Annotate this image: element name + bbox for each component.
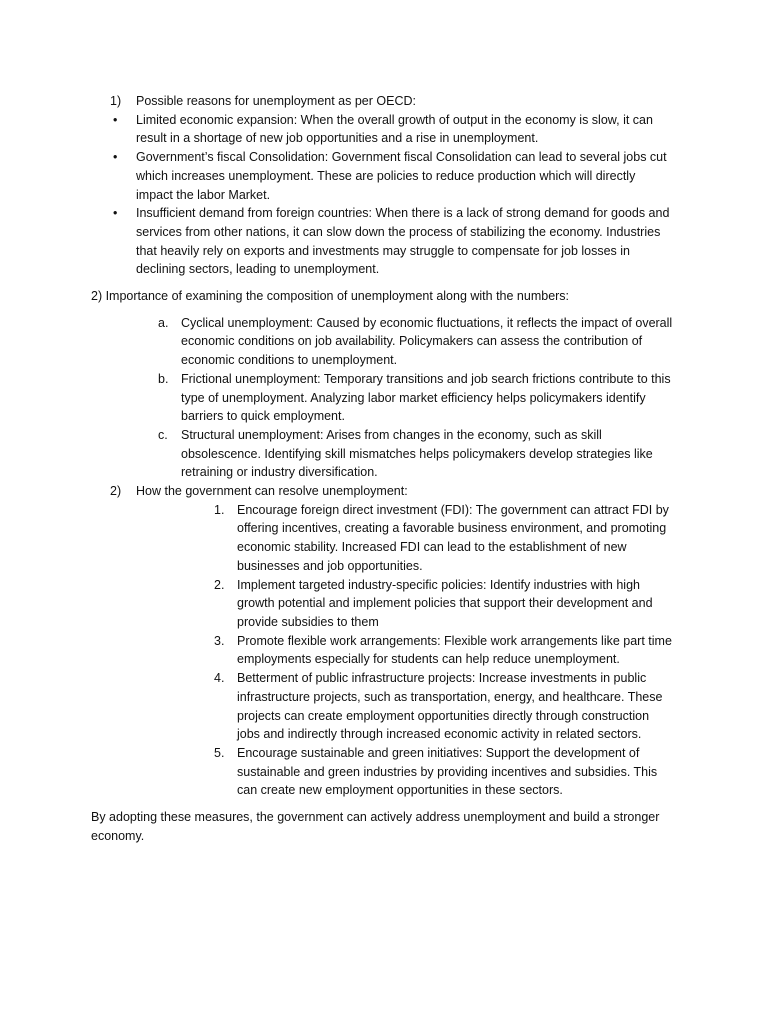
list-item	[158, 370, 676, 426]
alpha-marker: b.	[158, 371, 169, 386]
government-measures-list	[214, 501, 674, 800]
list-item-text: Frictional unemployment: Temporary transitions and job search frictions contribute to this type of unemployment. Analyzing labor market efficiency helps policymakers identify barriers to quick employment.	[181, 371, 671, 424]
number-marker: 2.	[214, 577, 225, 592]
number-marker: 5.	[214, 745, 225, 760]
section-2-heading	[91, 287, 691, 306]
list-item	[214, 632, 674, 669]
list-item	[158, 314, 676, 370]
list-item-text: Implement targeted industry-specific policies: Identify industries with high growth potential and implement policies that support their development and provide subsidies to them	[237, 577, 653, 629]
list-item	[214, 576, 674, 632]
list-item	[214, 669, 674, 744]
list-item	[158, 426, 676, 482]
list-item-text: Limited economic expansion: When the overall growth of output in the economy is slow, it can result in a shortage of new job opportunities and a rise in unemployment.	[136, 112, 653, 146]
number-marker: 3.	[214, 633, 225, 648]
section-1-heading	[110, 92, 768, 111]
conclusion-paragraph	[91, 808, 681, 845]
list-item-text: Cyclical unemployment: Caused by economic fluctuations, it reflects the impact of overall economic conditions on job availability. Policymakers can assess the contribution of economic conditions to unemployment.	[181, 315, 673, 368]
list-item-text: Insufficient demand from foreign countries: When there is a lack of strong demand for goods and services from other nations, it can slow down the process of stabilizing the economy. Industries that heavily rely on exports and investments may struggle to compensate for job losses in declining sectors, leading to unemployment.	[136, 206, 670, 277]
list-item	[214, 501, 674, 576]
section-3-marker: 2)	[110, 484, 122, 499]
section-1-marker: 1)	[110, 94, 122, 108]
bullet-marker: •	[113, 150, 118, 165]
unemployment-types-list	[158, 314, 676, 482]
list-item-text: Government’s fiscal Consolidation: Government fiscal Consolidation can lead to several jobs cut which increases unemployment. These are policies to reduce production which will directly impact the labor Market.	[136, 150, 667, 202]
list-item-text: Betterment of public infrastructure projects: Increase investments in public infrastructure projects, such as transportation, energy, and healthcare. These projects can create employment opportunities directly through construction jobs and indirectly through increased economic activity in related sectors.	[237, 671, 663, 742]
number-marker: 4.	[214, 671, 225, 686]
document-page	[0, 92, 768, 845]
list-item	[113, 148, 671, 204]
list-item-text: Promote flexible work arrangements: Flexible work arrangements like part time employments especially for students can help reduce unemployment.	[237, 633, 672, 667]
list-item	[214, 744, 674, 800]
section-3-heading	[110, 482, 768, 501]
bullet-marker: •	[113, 206, 118, 221]
number-marker: 1.	[214, 502, 225, 517]
list-item	[113, 204, 671, 279]
list-item	[113, 111, 671, 148]
oecd-reasons-list	[113, 111, 671, 279]
list-item-text: Encourage sustainable and green initiatives: Support the development of sustainable and green industries by providing incentives and subsidies. This can create new employment opportunities in these sectors.	[237, 745, 658, 798]
conclusion-text: By adopting these measures, the government can actively address unemployment and build a stronger economy.	[91, 810, 660, 843]
list-item-text: Encourage foreign direct investment (FDI): The government can attract FDI by offering incentives, creating a favorable business environment, and promoting economic stability. Increased FDI can lead to the establishment of new businesses and job opportunities.	[237, 502, 669, 573]
alpha-marker: a.	[158, 315, 169, 330]
alpha-marker: c.	[158, 427, 168, 442]
section-2-heading-text: 2) Importance of examining the composition of unemployment along with the numbers:	[91, 289, 570, 304]
bullet-marker: •	[113, 112, 118, 127]
list-item-text: Structural unemployment: Arises from changes in the economy, such as skill obsolescence. Identifying skill mismatches helps policymakers develop strategies like retraining or industry diversification.	[181, 427, 653, 480]
section-3-heading-text: How the government can resolve unemployment:	[136, 484, 408, 499]
section-1-heading-text: Possible reasons for unemployment as per OECD:	[136, 94, 416, 108]
